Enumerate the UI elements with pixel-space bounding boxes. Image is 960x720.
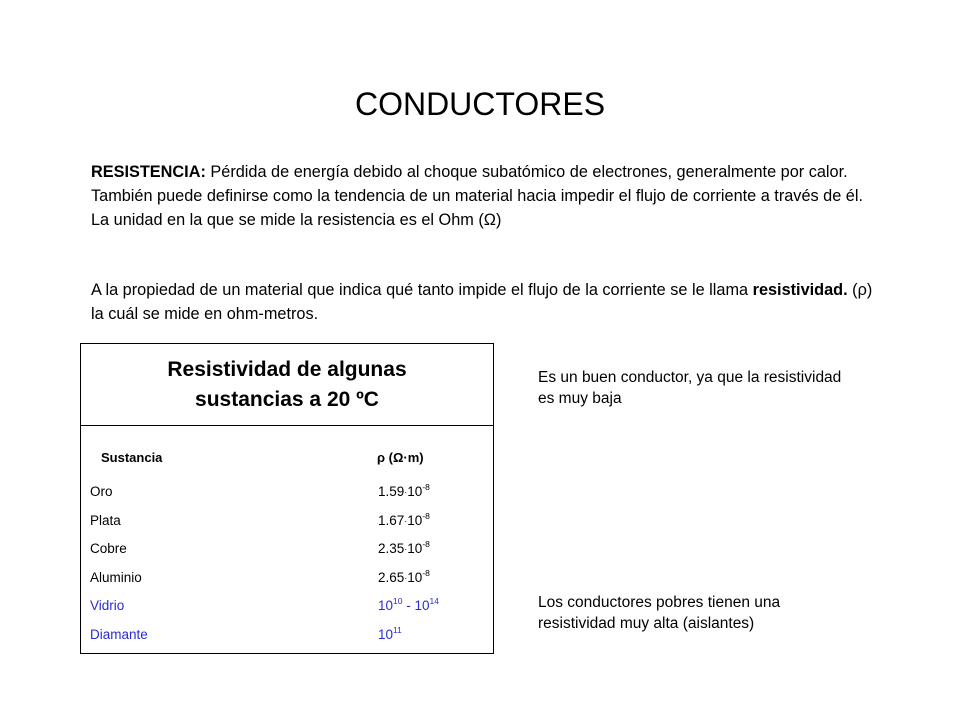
resistance-term: RESISTENCIA: [91, 163, 206, 181]
table-row [90, 535, 470, 563]
column-header-resistivity: ρ (Ω·m) [377, 450, 424, 465]
poor-conductor-note: Los conductores pobres tienen una resistividad muy alta (aislantes) [538, 594, 781, 632]
page-title: CONDUCTORES [354, 86, 606, 122]
resistivity-definition [91, 278, 881, 326]
substance-name: Aluminio [90, 570, 142, 585]
resistance-definition [91, 160, 881, 232]
resistivity-value: $2.35\cdot 10^{-8}$ [378, 539, 430, 556]
resistivity-value: $1.59\cdot 10^{-8}$ [378, 482, 430, 499]
table-title [81, 344, 493, 426]
column-header-substance: Sustancia [101, 450, 163, 465]
substance-name: Plata [90, 513, 121, 528]
table-title-line1: Resistividad de algunas [167, 357, 407, 381]
table-row [90, 564, 470, 592]
resistivity-value: $10^{11}$ [378, 625, 402, 642]
resistivity-value: $10^{10} - 10^{14}$ [378, 596, 439, 613]
resistivity-text-after: (ρ) la cuál se mide en ohm-metros. [91, 281, 873, 323]
substance-name: Oro [90, 484, 113, 499]
substance-name: Vidrio [90, 598, 125, 613]
good-conductor-note: Es un buen conductor, ya que la resistividad es muy baja [538, 369, 842, 407]
substance-name: Diamante [90, 627, 148, 642]
resistivity-value: $2.65\cdot 10^{-8}$ [378, 568, 430, 585]
resistance-text: Pérdida de energía debido al choque subatómico de electrones, generalmente por calor. También puede definirse como la tendencia de un material hacia impedir el flujo de corriente a través de él. La unidad en la que se mide la resistencia es el Ohm (Ω) [91, 163, 863, 229]
resistivity-text-before: A la propiedad de un material que indica qué tanto impide el flujo de la corriente se le llama [91, 281, 753, 299]
table-row [90, 621, 470, 649]
table-title-line2: sustancias a 20 ºC [195, 387, 379, 411]
substance-name: Cobre [90, 541, 127, 556]
resistivity-term: resistividad. [752, 281, 848, 299]
table-row [90, 592, 470, 620]
table-row [90, 478, 470, 506]
resistivity-value: $1.67\cdot 10^{-8}$ [378, 511, 430, 528]
table-row [90, 507, 470, 535]
